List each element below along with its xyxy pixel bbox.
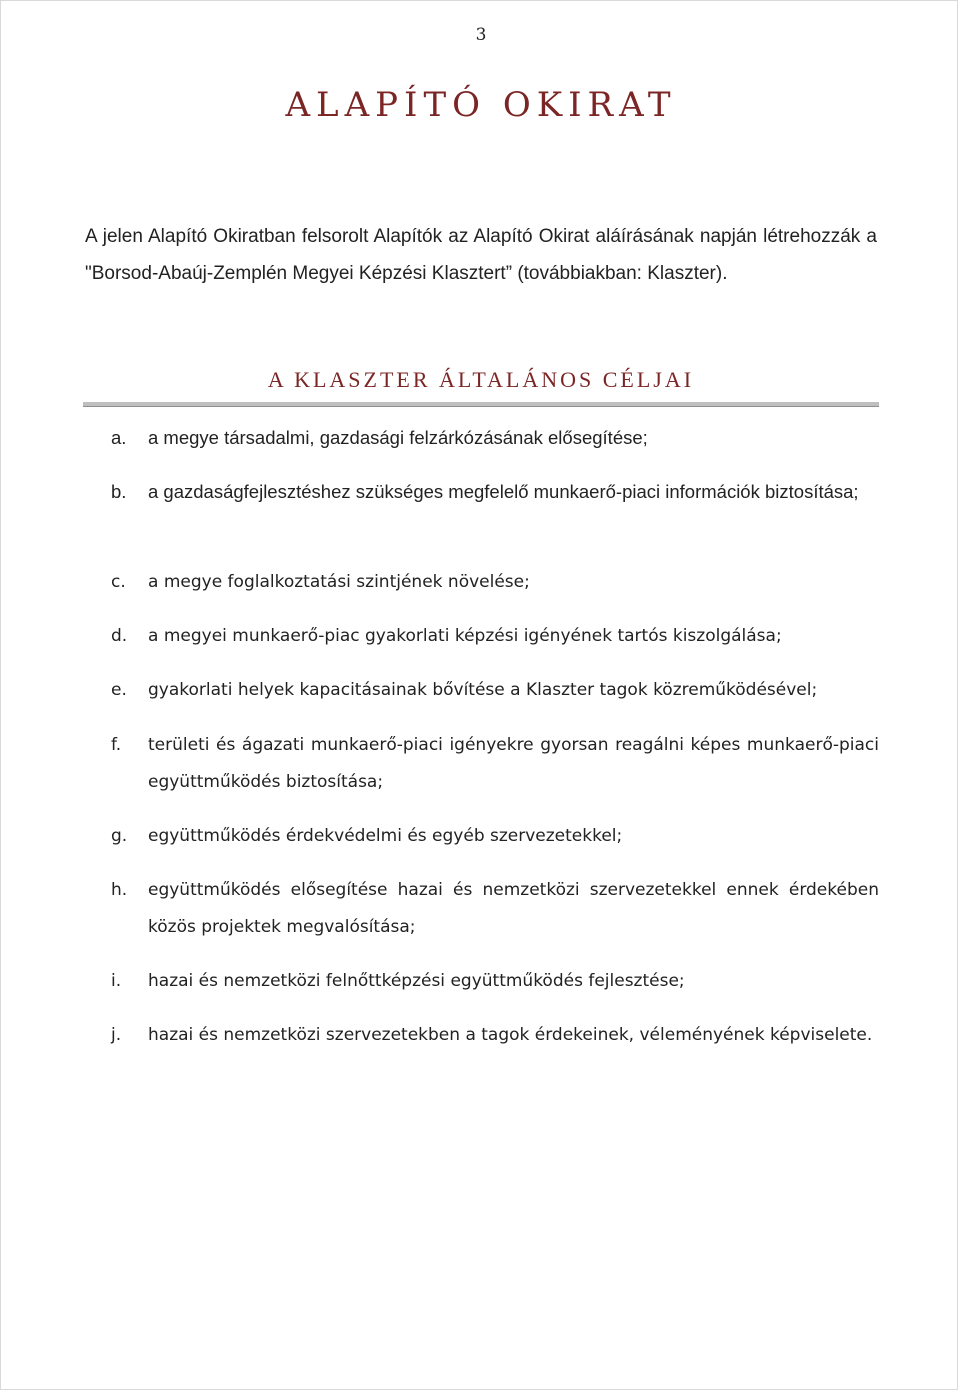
- list-item-marker: a.: [111, 427, 127, 448]
- list-item: [111, 1017, 879, 1054]
- list-item-marker: e.: [111, 680, 127, 700]
- list-item: [111, 473, 879, 510]
- list-item: [111, 672, 879, 709]
- list-item-marker: h.: [111, 880, 128, 900]
- list-item: [111, 564, 879, 601]
- list-item-text: gyakorlati helyek kapacitásainak bővítése a Klaszter tagok közreműködésével;: [148, 680, 818, 700]
- list-item-text: együttműködés érdekvédelmi és egyéb szervezetekkel;: [148, 826, 623, 846]
- list-item-text: a megye társadalmi, gazdasági felzárkózásának elősegítése;: [148, 427, 648, 448]
- list-item-marker: d.: [111, 626, 128, 646]
- list-item-text: hazai és nemzetközi szervezetekben a tagok érdekeinek, véleményének képviselete.: [148, 1025, 873, 1045]
- list-item-text: hazai és nemzetközi felnőttképzési együttműködés fejlesztése;: [148, 971, 685, 991]
- list-item: [111, 872, 879, 946]
- list-item-text: területi és ágazati munkaerő-piaci igényekre gyorsan reagálni képes munkaerő-piaci együttműködés biztosítása;: [148, 735, 879, 792]
- list-item-marker: j.: [111, 1025, 122, 1045]
- list-item: [111, 818, 879, 855]
- list-item: [111, 727, 879, 801]
- list-item-marker: g.: [111, 826, 128, 846]
- list-item-text: a megyei munkaerő-piac gyakorlati képzési igényének tartós kiszolgálása;: [148, 626, 782, 646]
- section-divider: [83, 402, 879, 407]
- list-item-text: a gazdaságfejlesztéshez szükséges megfelelő munkaerő-piaci információk biztosítása;: [148, 481, 859, 502]
- list-item-marker: i.: [111, 971, 122, 991]
- list-item-marker: b.: [111, 481, 127, 502]
- intro-paragraph: A jelen Alapító Okiratban felsorolt Alapítók az Alapító Okirat aláírásának napján létrehozzák a "Borsod-Abaúj-Zemplén Megyei Képzési Klasztert” (továbbiakban: Klaszter).: [85, 226, 877, 284]
- list-item-marker: f.: [111, 735, 122, 755]
- page-number: 3: [475, 25, 487, 45]
- document-title: ALAPÍTÓ OKIRAT: [285, 85, 677, 125]
- list-item: [111, 963, 879, 1000]
- list-item: [111, 618, 879, 655]
- list-item-text: a megye foglalkoztatási szintjének növelése;: [148, 572, 530, 592]
- list-item: [111, 419, 879, 456]
- list-item-text: együttműködés elősegítése hazai és nemzetközi szervezetekkel ennek érdekében közös projektek megvalósítása;: [148, 880, 879, 937]
- list-item-marker: c.: [111, 572, 126, 592]
- section-title: A KLASZTER ÁLTALÁNOS CÉLJAI: [267, 367, 695, 392]
